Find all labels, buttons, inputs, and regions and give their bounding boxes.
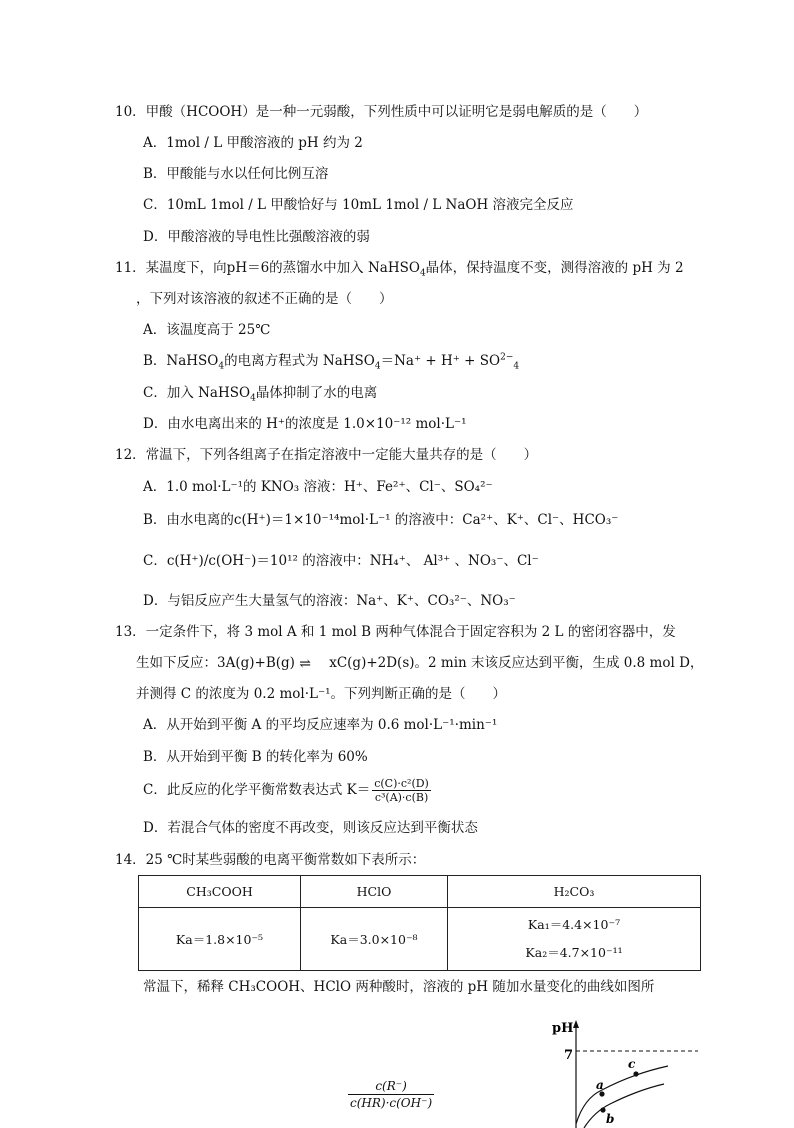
- y-tick-7: 7: [564, 1048, 574, 1063]
- q11-option-b: B．NaHSO$_4$的电离方程式为 NaHSO$_4$＝Na⁺ + $H^+ + SO^{2-}_4$: [143, 352, 520, 372]
- q12-stem: 12．常温下，下列各组离子在指定溶液中一定能大量共存的是（ ）: [115, 447, 538, 463]
- ka1-value: Ka₁＝4.4×10⁻⁷: [527, 917, 621, 932]
- q11-stem-line2: ，下列对该溶液的叙述不正确的是（ ）: [136, 291, 393, 307]
- q10-option-c: C．10mL 1mol / L 甲酸恰好与 10mL 1mol / L NaOH 溶液完全反应: [143, 197, 574, 213]
- table-header: HClO: [301, 876, 448, 908]
- point-a-label: a: [596, 1078, 604, 1092]
- q11-option-d: D．由水电离出来的 H⁺的浓度是 1.0×10⁻¹² mol·L⁻¹: [143, 416, 467, 432]
- equilibrium-arrow-icon: ⇌: [299, 656, 308, 672]
- ka-table: [138, 875, 701, 971]
- q13-stem-line2: 生如下反应：3A(g)+B(g) ⇌ xC(g)+2D(s)。2 min 末该反应达到平衡，生成 0.8 mol D，: [136, 655, 704, 672]
- table-header: H₂CO₃: [448, 876, 701, 908]
- point-c-marker: [633, 1071, 638, 1076]
- q13-option-b: B．从开始到平衡 B 的转化率为 60%: [143, 749, 368, 765]
- q13-option-d: D．若混合气体的密度不再改变，则该反应达到平衡状态: [143, 820, 478, 836]
- q14-stem: 14．25 ℃时某些弱酸的电离平衡常数如下表所示：: [115, 852, 426, 868]
- q11-option-a: A．该温度高于 25℃: [143, 322, 271, 338]
- table-cell-ka-h2co3: [448, 908, 701, 971]
- y-axis-arrow-icon: [573, 1020, 579, 1028]
- q12-option-c: C．c(H⁺)/c(OH⁻)＝10¹² 的溶液中：NH₄⁺、 Al³⁺ 、NO₃⁻、Cl⁻: [143, 553, 539, 569]
- point-b-marker: [600, 1107, 605, 1112]
- table-cell-ka-hclo: Ka＝3.0×10⁻⁸: [301, 908, 448, 971]
- table-header: CH₃COOH: [139, 876, 301, 908]
- y-axis-label: pH: [552, 1021, 574, 1036]
- table-cell-ka-ch3cooh: Ka＝1.8×10⁻⁵: [139, 908, 301, 971]
- point-c-label: c: [628, 1057, 636, 1071]
- point-a-marker: [599, 1091, 604, 1096]
- q13-stem-line3: 并测得 C 的浓度为 0.2 mol·L⁻¹。下列判断正确的是（ ）: [136, 686, 507, 702]
- q14-note: 常温下，稀释 CH₃COOH、HClO 两种酸时，溶液的 pH 随加水量变化的曲线如图所: [143, 979, 655, 995]
- q13-stem-line1: 13．一定条件下，将 3 mol A 和 1 mol B 两种气体混合于固定容积为 2 L 的密闭容器中，发: [115, 624, 676, 640]
- q10-option-d: D．甲酸溶液的导电性比强酸溶液的弱: [143, 229, 370, 245]
- q12-option-d: D．与铝反应产生大量氢气的溶液：Na⁺、K⁺、CO₃²⁻、NO₃⁻: [143, 593, 516, 609]
- q12-option-a: A．1.0 mol·L⁻¹的 KNO₃ 溶液：H⁺、Fe²⁺、Cl⁻、SO₄²⁻: [143, 479, 493, 495]
- curve-upper: [576, 1066, 668, 1124]
- equilibrium-constant-fraction: $\frac{\text{c(C)·c²(D)}}{\text{c³(A)·c(B)}}$: [374, 777, 429, 804]
- ka2-value: Ka₂＝4.7×10⁻¹¹: [525, 945, 623, 960]
- q11-stem-line1: 11．某温度下，向pH＝6的蒸馏水中加入 NaHSO$_4$晶体，保持温度不变，测得溶液的 pH 为 2: [115, 260, 684, 279]
- ph-dilution-graph: [540, 1018, 710, 1128]
- q12-option-b: B．由水电离的c(H⁺)＝1×10⁻¹⁴mol·L⁻¹ 的溶液中：Ca²⁺、K⁺、Cl⁻、HCO₃⁻: [143, 512, 619, 528]
- q10-option-a: A．1mol / L 甲酸溶液的 pH 约为 2: [143, 135, 363, 151]
- q13-option-a: A．从开始到平衡 A 的平均反应速率为 0.6 mol·L⁻¹·min⁻¹: [143, 717, 498, 733]
- point-b-label: b: [606, 1112, 615, 1126]
- q13-option-c: C．此反应的化学平衡常数表达式 K＝ $\frac{\text{c(C)·c²(D)}}{\text{c³(A)·c(B)}}$: [143, 777, 429, 804]
- ratio-fraction: $\frac{c(R^-)}{c(HR)\cdot c(OH^-)}$: [350, 1079, 433, 1110]
- q10-option-b: B．甲酸能与水以任何比例互溶: [143, 166, 329, 182]
- q10-stem: 10．甲酸（HCOOH）是一种一元弱酸，下列性质中可以证明它是弱电解质的是（ ）: [115, 104, 648, 120]
- q11-option-c: C．加入 NaHSO$_4$晶体抑制了水的电离: [143, 385, 378, 404]
